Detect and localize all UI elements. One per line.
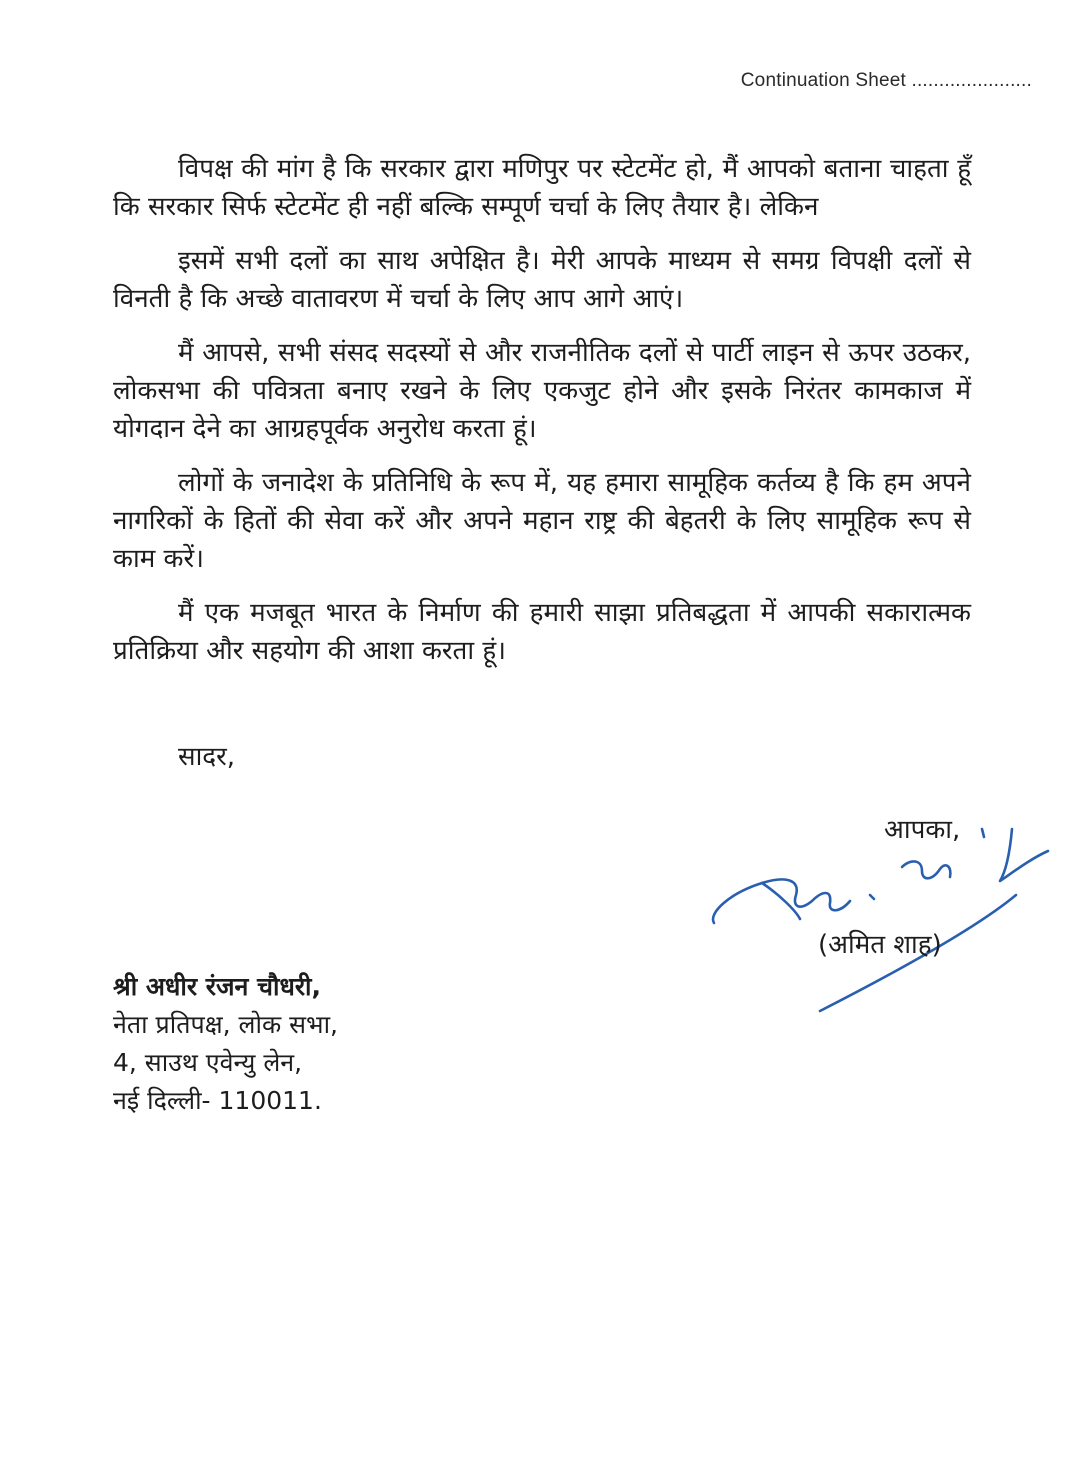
- salutation: सादर,: [178, 742, 236, 772]
- paragraph-3: मैं आपसे, सभी संसद सदस्यों से और राजनीतिक दलों से पार्टी लाइन से ऊपर उठकर, लोकसभा की पवित्रता बनाए रखने के लिए एकजुट होने और इसके निरंतर कामकाज में योगदान देने का आग्रहपूर्वक अनुरोध करता हूं।: [113, 338, 971, 444]
- signatory-name: (अमित शाह): [818, 930, 942, 960]
- continuation-sheet-label: Continuation Sheet ......................: [740, 70, 1032, 91]
- recipient-city: नई दिल्ली- 110011.: [113, 1086, 322, 1115]
- paragraph-1: विपक्ष की मांग है कि सरकार द्वारा मणिपुर पर स्टेटमेंट हो, मैं आपको बताना चाहता हूँ कि सरकार सिर्फ स्टेटमेंट ही नहीं बल्कि सम्पूर्ण चर्चा के लिए तैयार है। लेकिन: [113, 154, 971, 222]
- handwritten-signature: [700, 815, 1060, 1025]
- closing-text: आपका,: [884, 815, 961, 845]
- paragraph-4: लोगों के जनादेश के प्रतिनिधि के रूप में, यह हमारा सामूहिक कर्तव्य है कि हम अपने नागरिकों के हितों की सेवा करें और अपने महान राष्ट्र की बेहतरी के लिए सामूहिक रूप से काम करें।: [113, 468, 971, 574]
- recipient-name: श्री अधीर रंजन चौधरी,: [113, 972, 322, 1001]
- recipient-address: [113, 968, 338, 1120]
- recipient-street: 4, साउथ एवेन्यु लेन,: [113, 1048, 303, 1077]
- paragraph-2: इसमें सभी दलों का साथ अपेक्षित है। मेरी आपके माध्यम से समग्र विपक्षी दलों से विनती है कि अच्छे वातावरण में चर्चा के लिए आप आगे आएं।: [113, 246, 971, 314]
- recipient-title: नेता प्रतिपक्ष, लोक सभा,: [113, 1010, 338, 1039]
- paragraph-5: मैं एक मजबूत भारत के निर्माण की हमारी साझा प्रतिबद्धता में आपकी सकारात्मक प्रतिक्रिया और सहयोग की आशा करता हूं।: [113, 598, 971, 666]
- letter-body: [113, 150, 971, 686]
